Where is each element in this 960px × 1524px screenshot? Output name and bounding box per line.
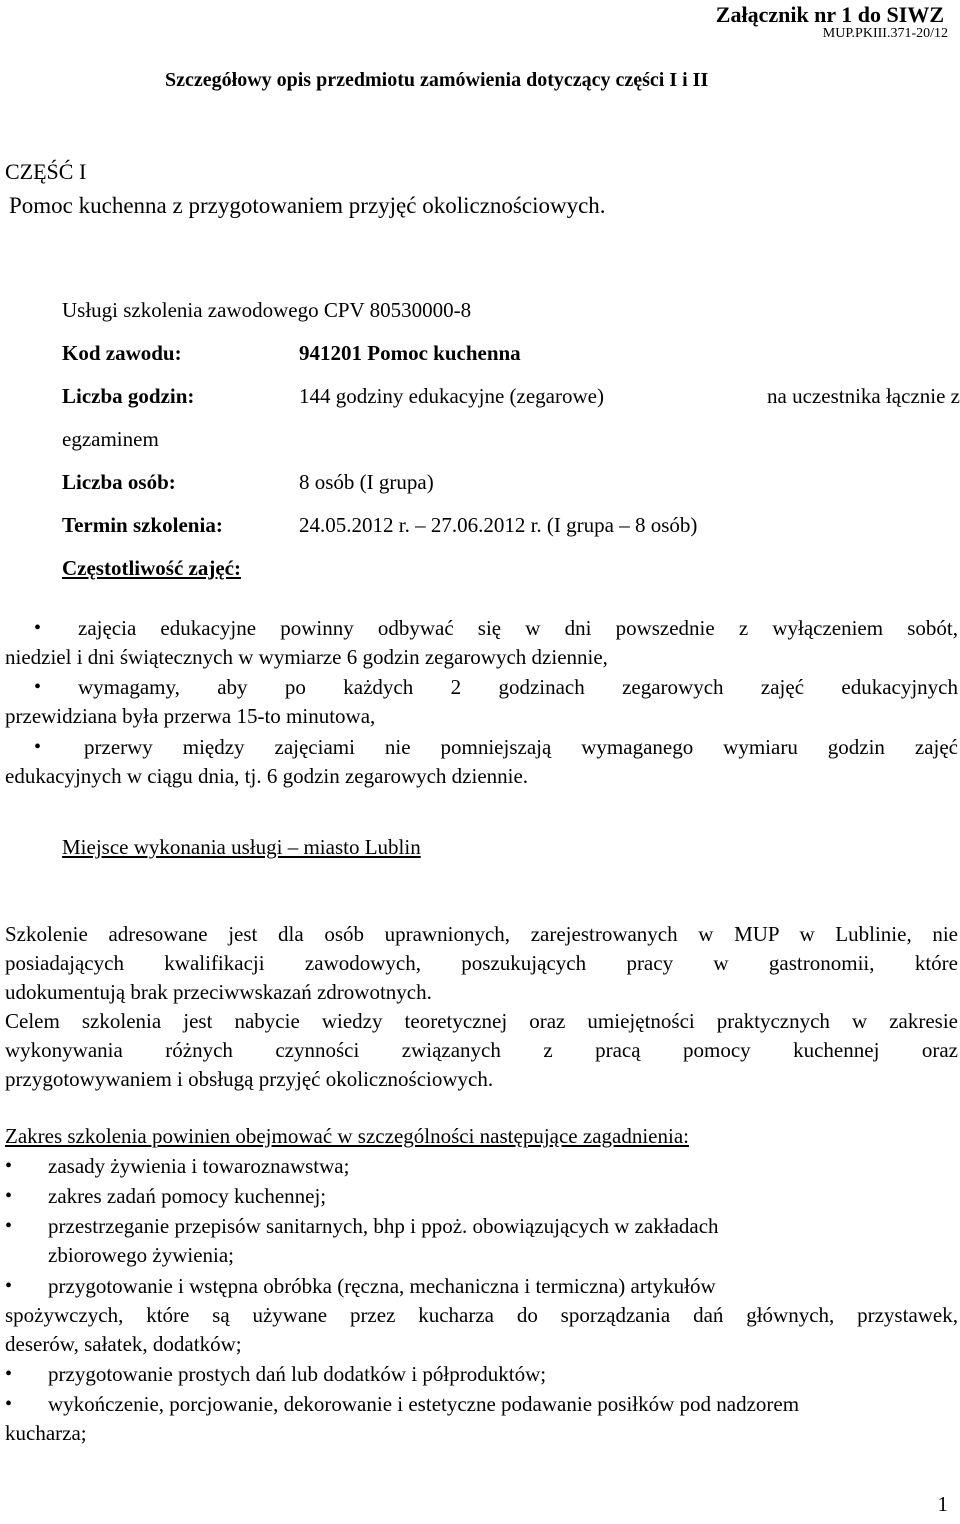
- scope-item-4-line2: spożywczych, które są używane przez kucharza do sporządzania dań głównych, przystawek,: [5, 1303, 958, 1327]
- frequency-item-2-line1: wymagamy, aby po każdych 2 godzinach zegarowych zajęć edukacyjnych: [78, 675, 958, 699]
- hours-value: 144 godziny edukacyjne (zegarowe): [299, 384, 604, 408]
- bullet-icon: •: [5, 1393, 13, 1415]
- bullet-icon: •: [34, 676, 42, 698]
- frequency-item-3-line1: przerwy między zajęciami nie pomniejszają wymaganego wymiaru godzin zajęć: [84, 735, 958, 759]
- scope-item-3-line2: zbiorowego żywienia;: [48, 1243, 235, 1267]
- scope-item-6-line2: kucharza;: [5, 1421, 87, 1445]
- bullet-icon: •: [5, 1185, 13, 1207]
- code-label: Kod zawodu:: [62, 341, 182, 365]
- scope-item-3-line1: przestrzeganie przepisów sanitarnych, bhp i ppoż. obowiązujących w zakładach: [48, 1214, 719, 1238]
- bullet-icon: •: [34, 617, 42, 639]
- code-value: 941201 Pomoc kuchenna: [299, 341, 521, 365]
- frequency-item-3-line2: edukacyjnych w ciągu dnia, tj. 6 godzin zegarowych dziennie.: [5, 764, 529, 788]
- bullet-icon: •: [5, 1275, 13, 1297]
- persons-label: Liczba osób:: [62, 470, 176, 494]
- frequency-item-1-line2: niedziel i dni świątecznych w wymiarze 6 godzin zegarowych dziennie,: [5, 645, 608, 669]
- scope-heading: Zakres szkolenia powinien obejmować w szczególności następujące zagadnienia:: [5, 1124, 689, 1148]
- scope-item-5: przygotowanie prostych dań lub dodatków i półproduktów;: [48, 1362, 547, 1386]
- para2-line1: Celem szkolenia jest nabycie wiedzy teoretycznej oraz umiejętności praktycznych w zakresie: [5, 1009, 958, 1033]
- hours-value-cont: egzaminem: [62, 427, 159, 451]
- bullet-icon: •: [5, 1363, 13, 1385]
- scope-item-4-line1: przygotowanie i wstępna obróbka (ręczna, mechaniczna i termiczna) artykułów: [48, 1274, 716, 1298]
- document-title: Szczegółowy opis przedmiotu zamówienia dotyczący części I i II: [165, 69, 709, 91]
- bullet-icon: •: [34, 736, 42, 758]
- persons-value: 8 osób (I grupa): [299, 470, 434, 494]
- attachment-label: Załącznik nr 1 do SIWZ: [715, 2, 944, 27]
- frequency-item-2-line2: przewidziana była przerwa 15-to minutowa,: [5, 704, 376, 728]
- reference-number: MUP.PKIII.371-20/12: [822, 26, 948, 41]
- part-name: Pomoc kuchenna z przygotowaniem przyjęć okolicznościowych.: [9, 193, 606, 218]
- para2-line3: przygotowywaniem i obsługą przyjęć okolicznościowych.: [5, 1067, 494, 1091]
- para1-line3: udokumentują brak przeciwwskazań zdrowotnych.: [5, 980, 432, 1004]
- para1-line2: posiadających kwalifikacji zawodowych, poszukujących pracy w gastronomii, które: [5, 951, 958, 975]
- scope-item-6-line1: wykończenie, porcjowanie, dekorowanie i estetyczne podawanie posiłków pod nadzorem: [48, 1392, 800, 1416]
- scope-item-1: zasady żywienia i towaroznawstwa;: [48, 1154, 350, 1178]
- para2-line2: wykonywania różnych czynności związanych z pracą pomocy kuchennej oraz: [5, 1038, 958, 1062]
- bullet-icon: •: [5, 1215, 13, 1237]
- scope-item-2: zakres zadań pomocy kuchennej;: [48, 1184, 327, 1208]
- term-label: Termin szkolenia:: [62, 513, 223, 537]
- frequency-label: Częstotliwość zajęć:: [62, 556, 241, 580]
- hours-value-tail: na uczestnika łącznie z: [767, 384, 960, 408]
- place-of-service: Miejsce wykonania usługi – miasto Lublin: [62, 835, 421, 859]
- frequency-item-1-line1: zajęcia edukacyjne powinny odbywać się w dni powszednie z wyłączeniem sobót,: [78, 616, 958, 640]
- service-cpv: Usługi szkolenia zawodowego CPV 80530000-8: [62, 298, 472, 322]
- para1-line1: Szkolenie adresowane jest dla osób uprawnionych, zarejestrowanych w MUP w Lublinie, nie: [5, 922, 958, 946]
- part-label: CZĘŚĆ I: [5, 159, 87, 184]
- bullet-icon: •: [5, 1155, 13, 1177]
- term-value: 24.05.2012 r. – 27.06.2012 r. (I grupa – 8 osób): [299, 513, 698, 537]
- page-number: 1: [937, 1492, 948, 1516]
- hours-label: Liczba godzin:: [62, 384, 195, 408]
- scope-item-4-line3: deserów, sałatek, dodatków;: [5, 1332, 242, 1356]
